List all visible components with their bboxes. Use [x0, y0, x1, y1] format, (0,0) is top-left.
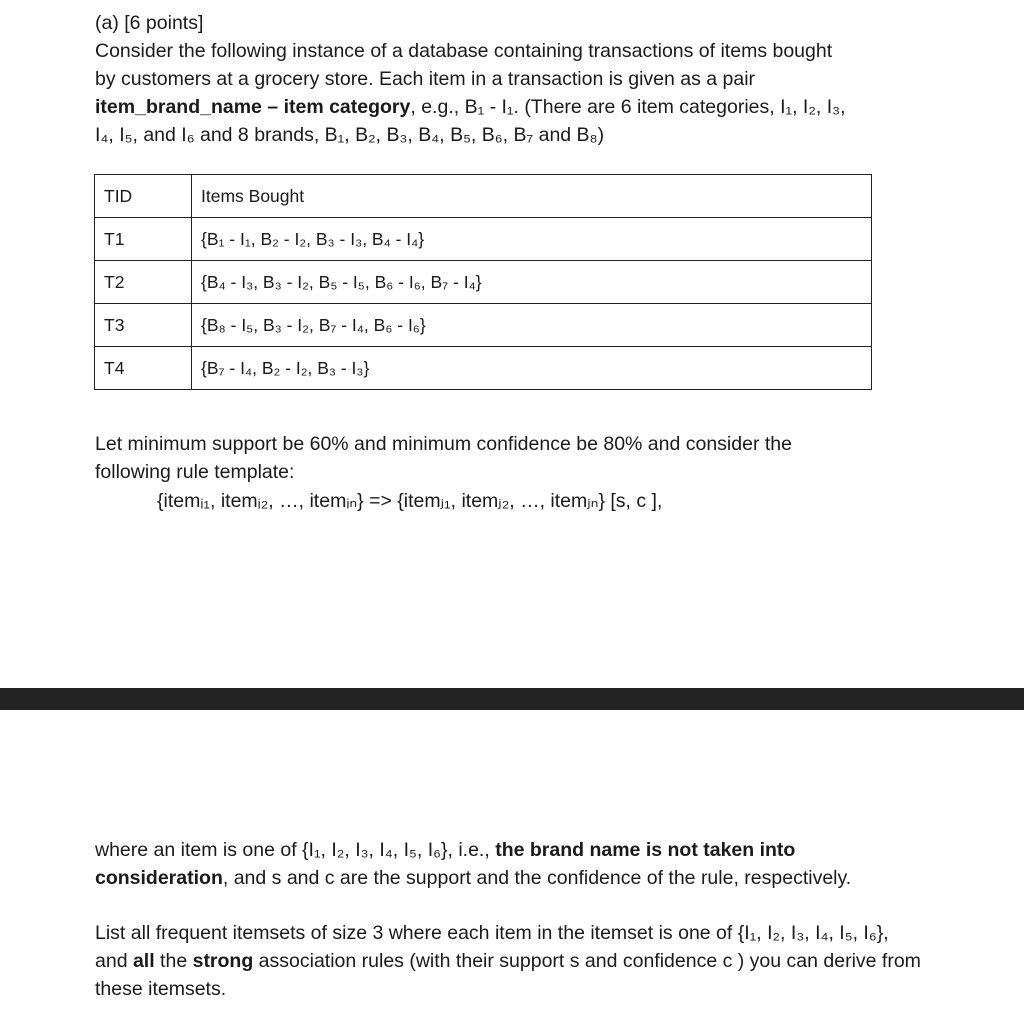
transactions-table [94, 174, 872, 390]
support-line-2: following rule template: [95, 461, 295, 483]
section-divider-bar [0, 688, 1024, 710]
definition-text: where an item is one of {I₁, I₂, I₃, I₄, I₅, I₆}, i.e., [95, 839, 496, 861]
header-tid: TID [95, 175, 192, 218]
row-tid: T3 [95, 304, 192, 347]
table-row [95, 347, 872, 390]
table-row [95, 304, 872, 347]
task-text-mid: the [154, 950, 193, 972]
table-row [95, 218, 872, 261]
task-text-end: association rules (with their support s and confidence c ) you can derive from these itemsets. [95, 950, 921, 1000]
row-items: {B₈ - I₅, B₃ - I₂, B₇ - I₄, B₆ - I₆} [192, 304, 872, 347]
task-text: List all frequent itemsets of size 3 where each item in the itemset is one of {I₁, I₂, I₃, I₄, I₅, I₆}, and [95, 922, 889, 972]
table-row [95, 261, 872, 304]
row-tid: T4 [95, 347, 192, 390]
header-items: Items Bought [192, 175, 872, 218]
rule-template: {itemᵢ₁, itemᵢ₂, …, itemᵢₙ} => {itemⱼ₁, itemⱼ₂, …, itemⱼₙ} [s, c ], [157, 490, 663, 512]
row-items: {B₇ - I₄, B₂ - I₂, B₃ - I₃} [192, 347, 872, 390]
task-bold-all: all [132, 950, 155, 972]
task-statement [95, 919, 925, 1003]
intro-line-1: Consider the following instance of a database containing transactions of items bought [95, 40, 833, 62]
question-heading: (a) [6 points] [95, 12, 204, 34]
intro-line-4: I₄, I₅, and I₆ and 8 brands, B₁, B₂, B₃, B₄, B₅, B₆, B₇ and B₈) [95, 124, 605, 146]
intro-line-3 [95, 93, 955, 121]
intro-line-2: by customers at a grocery store. Each item in a transaction is given as a pair [95, 68, 756, 90]
row-tid: T2 [95, 261, 192, 304]
table-header-row [95, 175, 872, 218]
task-bold-strong: strong [192, 950, 254, 972]
item-definition [95, 836, 925, 892]
row-items: {B₄ - I₃, B₃ - I₂, B₅ - I₅, B₆ - I₆, B₇ - I₄} [192, 261, 872, 304]
support-line-1: Let minimum support be 60% and minimum confidence be 80% and consider the [95, 433, 792, 455]
pair-example: , e.g., B₁ - I₁. (There are 6 item categories, I₁, I₂, I₃, [410, 96, 846, 118]
row-tid: T1 [95, 218, 192, 261]
definition-text-end: , and s and c are the support and the confidence of the rule, respectively. [222, 867, 852, 889]
definition-bold: the brand name is not taken into consideration [95, 839, 796, 889]
pair-format-bold: item_brand_name – item category [95, 96, 411, 118]
row-items: {B₁ - I₁, B₂ - I₂, B₃ - I₃, B₄ - I₄} [192, 218, 872, 261]
